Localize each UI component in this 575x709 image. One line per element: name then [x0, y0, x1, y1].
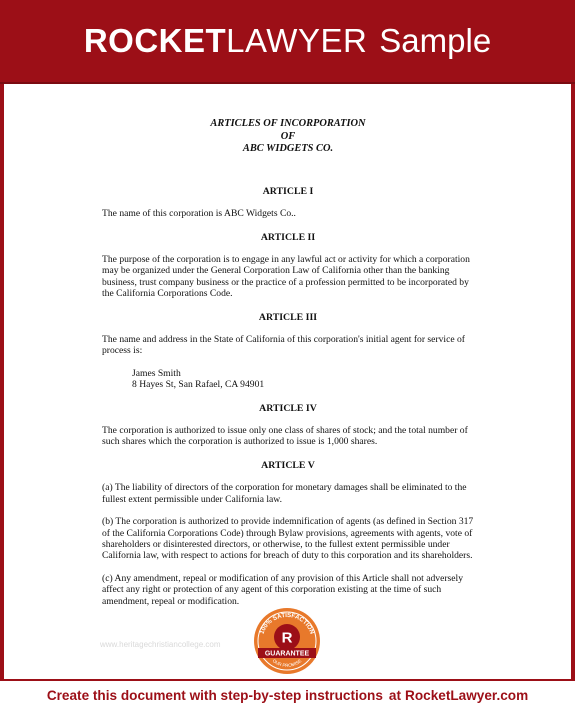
article-4-paragraph: The corporation is authorized to issue only one class of shares of stock; and the total number of such shares which the corporation is authorized to issue is 1,000 shares.: [102, 425, 468, 448]
footer-site-link[interactable]: RocketLawyer.com: [405, 687, 529, 703]
brand-rocket-text: ROCKET: [83, 22, 227, 59]
footer-cta-text: Create this document with step-by-step instructions: [46, 687, 383, 703]
article-4-heading: ARTICLE IV: [259, 402, 317, 414]
sheet-border-right: [571, 84, 575, 679]
article-5-paragraph-a: (a) The liability of directors of the corporation for monetary damages shall be eliminated to the fullest extent permissible under California law.: [102, 482, 467, 505]
article-2-heading: ARTICLE II: [260, 231, 316, 243]
article-1-paragraph: The name of this corporation is ABC Widgets Co..: [102, 208, 296, 220]
article-5-paragraph-c: (c) Any amendment, repeal or modification of any provision of this Article shall not adversely affect any right or protection of any agent of this corporation existing at the time of such amendment, repeal or modification.: [102, 572, 464, 607]
article-3-heading: ARTICLE III: [258, 311, 318, 323]
brand-lawyer-text: LAWYER: [226, 22, 368, 59]
document-body: [102, 118, 474, 607]
footer-call-to-action[interactable]: [0, 679, 575, 709]
document-title: [102, 118, 474, 156]
brand-banner: [0, 0, 575, 84]
sample-label: Sample: [379, 22, 492, 59]
agent-address: 8 Hayes St, San Rafael, CA 94901: [132, 379, 265, 391]
seal-ribbon-text: GUARANTEE: [264, 650, 310, 658]
watermark-text: www.heritagechristiancollege.com: [100, 640, 221, 649]
title-line-2: OF: [280, 130, 296, 142]
seal-letter: R: [281, 629, 293, 647]
seal-top-text: 100% SATISFACTION: [258, 611, 316, 636]
title-line-3: ABC WIDGETS CO.: [242, 143, 334, 155]
article-5-paragraph-b: (b) The corporation is authorized to provide indemnification of agents (as defined in Section 317 of the California Corporations Code) through Bylaw provisions, agreements with agents, vote of shareholders or disinterested directors, or otherwise, to the fullest extent permissible under California law, with respect to actions for breach of duty to this corporation and its shareholders.: [102, 516, 474, 562]
article-5-heading: ARTICLE V: [261, 459, 315, 471]
seal-bottom-text: OUR PROMISE: [271, 658, 303, 668]
agent-name: James Smith: [132, 367, 181, 379]
satisfaction-guarantee-seal-icon: [250, 604, 324, 678]
article-1-heading: ARTICLE I: [262, 185, 314, 197]
article-2-paragraph: The purpose of the corporation is to engage in any lawful act or activity for which a corporation may be organized under the General Corporation Law of California other than the banking business, trust company business or the practice of a profession permitted to be incorporated by the California Corporations Code.: [102, 254, 470, 300]
title-line-1: ARTICLES OF INCORPORATION: [210, 118, 366, 129]
footer-at-text: at: [388, 687, 402, 703]
article-3-paragraph: The name and address in the State of California of this corporation's initial agent for service of process is:: [102, 334, 465, 357]
sheet-border-left: [0, 84, 4, 679]
